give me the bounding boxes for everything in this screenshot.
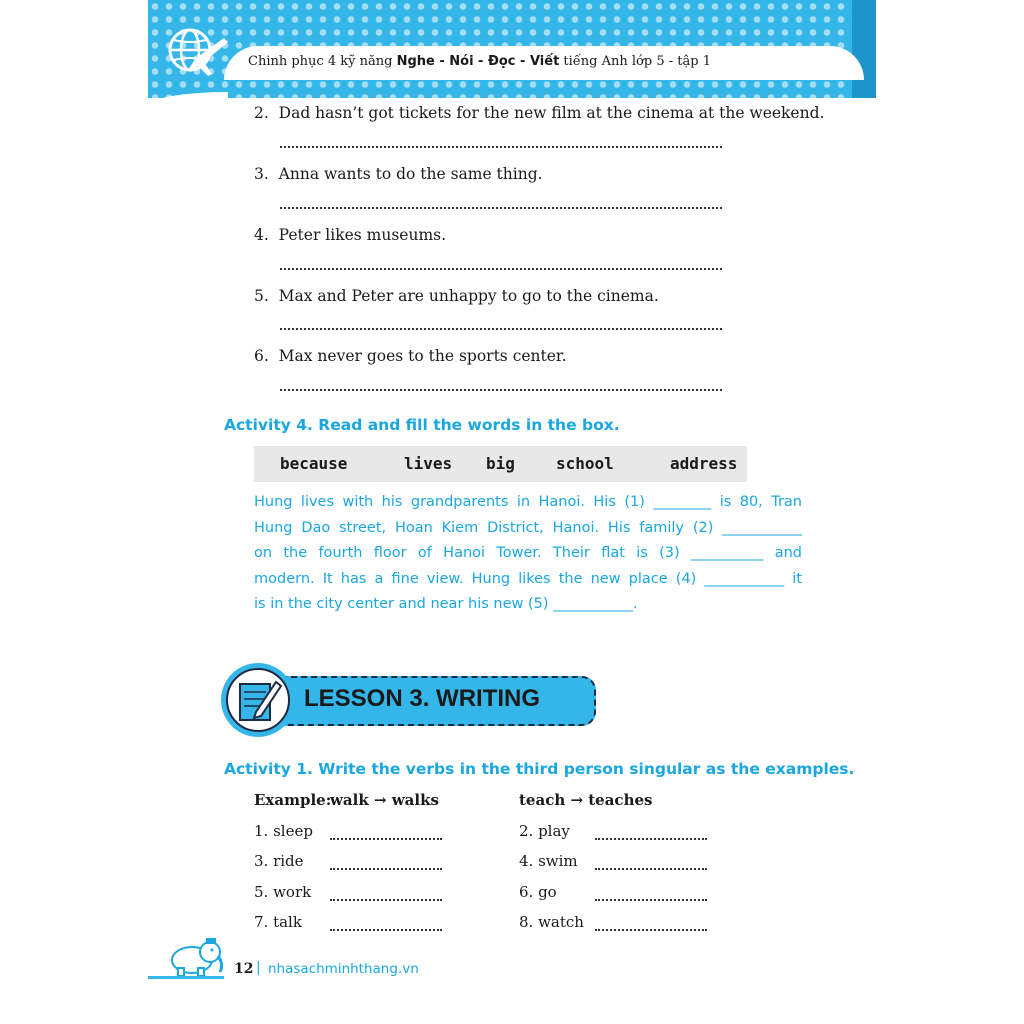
word-address: address bbox=[670, 454, 738, 473]
answer-line-6[interactable] bbox=[280, 389, 722, 391]
verb-item: 3. ride bbox=[254, 852, 304, 870]
example-1: walk → walks bbox=[330, 791, 439, 809]
globe-airplane-icon bbox=[160, 18, 230, 82]
verb-answer-line[interactable] bbox=[595, 929, 707, 931]
paragraph-line: Hung lives with his grandparents in Hanoi. His (1) ________ is 80, Tran bbox=[254, 494, 802, 510]
example-label: Example: bbox=[254, 791, 332, 809]
answer-line-2[interactable] bbox=[280, 146, 722, 148]
lesson-title: LESSON 3. WRITING bbox=[304, 685, 541, 712]
answer-line-4[interactable] bbox=[280, 268, 722, 270]
footer-line bbox=[148, 976, 224, 979]
verb-item: 1. sleep bbox=[254, 822, 313, 840]
paragraph-line: is in the city center and near his new (5) ___________. bbox=[254, 596, 638, 612]
page-number: 12 bbox=[234, 961, 254, 977]
sentence-2: 2. Dad hasn’t got tickets for the new film at the cinema at the weekend. bbox=[254, 104, 825, 122]
word-school: school bbox=[556, 454, 614, 473]
verb-item: 7. talk bbox=[254, 913, 302, 931]
verb-item: 4. swim bbox=[519, 852, 578, 870]
notebook-pen-icon bbox=[218, 660, 298, 740]
elephant-icon bbox=[162, 934, 226, 978]
header-skills: Nghe - Nói - Đọc - Viết bbox=[396, 54, 560, 69]
answer-line-3[interactable] bbox=[280, 207, 722, 209]
word-box bbox=[254, 446, 747, 482]
verb-answer-line[interactable] bbox=[330, 838, 442, 840]
activity-4-heading: Activity 4. Read and fill the words in the box. bbox=[224, 416, 620, 434]
header-title: Chinh phục 4 kỹ năng Nghe - Nói - Đọc - Viết tiếng Anh lớp 5 - tập 1 bbox=[248, 54, 711, 69]
footer-website: nhasachminhthang.vn bbox=[268, 961, 419, 977]
verb-answer-line[interactable] bbox=[595, 868, 707, 870]
verb-answer-line[interactable] bbox=[330, 929, 442, 931]
example-2: teach → teaches bbox=[519, 791, 653, 809]
verb-answer-line[interactable] bbox=[595, 899, 707, 901]
verb-item: 2. play bbox=[519, 822, 570, 840]
verb-item: 6. go bbox=[519, 883, 557, 901]
word-lives: lives bbox=[404, 454, 453, 473]
verb-item: 5. work bbox=[254, 883, 312, 901]
verb-answer-line[interactable] bbox=[330, 868, 442, 870]
paragraph-line: modern. It has a fine view. Hung likes the new place (4) ___________ it bbox=[254, 571, 802, 587]
verb-answer-line[interactable] bbox=[330, 899, 442, 901]
word-big: big bbox=[486, 454, 515, 473]
sentence-3: 3. Anna wants to do the same thing. bbox=[254, 165, 543, 183]
sentence-6: 6. Max never goes to the sports center. bbox=[254, 347, 567, 365]
verb-answer-line[interactable] bbox=[595, 838, 707, 840]
sentence-5: 5. Max and Peter are unhappy to go to the cinema. bbox=[254, 287, 659, 305]
sentence-4: 4. Peter likes museums. bbox=[254, 226, 447, 244]
paragraph-line: Hung Dao street, Hoan Kiem District, Hanoi. His family (2) ___________ bbox=[254, 520, 802, 536]
activity-1-heading: Activity 1. Write the verbs in the third person singular as the examples. bbox=[224, 760, 855, 778]
answer-line-5[interactable] bbox=[280, 328, 722, 330]
footer-separator: | bbox=[256, 960, 261, 976]
verb-item: 8. watch bbox=[519, 913, 584, 931]
word-because: because bbox=[280, 454, 348, 473]
paragraph-line: on the fourth floor of Hanoi Tower. Their flat is (3) __________ and bbox=[254, 545, 802, 561]
